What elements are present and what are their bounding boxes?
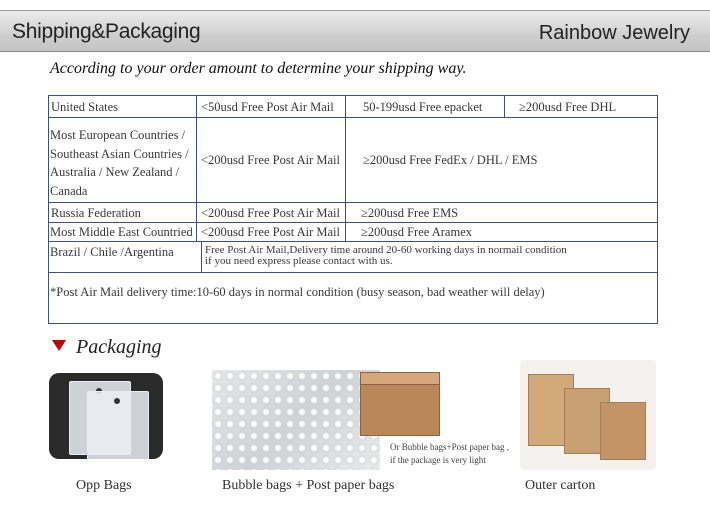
cell-region: Most Middle East Countried bbox=[50, 225, 193, 239]
packaging-heading bbox=[52, 336, 162, 359]
packaging-heading-text: Packaging bbox=[76, 336, 162, 358]
caption-opp-bags: Opp Bags bbox=[76, 478, 132, 493]
header-bar bbox=[0, 10, 710, 52]
cell-region-line: Southeast Asian Countries / bbox=[50, 147, 189, 161]
row-divider bbox=[49, 272, 657, 273]
opp-bags-image bbox=[49, 373, 163, 459]
cell-option: <50usd Free Post Air Mail bbox=[201, 100, 334, 114]
cell-note: Free Post Air Mail,Delivery time around 20-60 working days in normail condition bbox=[205, 244, 567, 256]
cell-option: ≥200usd Free DHL bbox=[519, 100, 617, 114]
col-divider bbox=[201, 242, 202, 272]
cell-option: <200usd Free Post Air Mail bbox=[201, 206, 340, 220]
cell-region: Russia Federation bbox=[51, 206, 141, 220]
cell-option: 50-199usd Free epacket bbox=[363, 100, 483, 114]
row-divider bbox=[49, 241, 657, 242]
cell-option: <200usd Free Post Air Mail bbox=[201, 225, 340, 239]
opp-bag bbox=[87, 391, 149, 459]
intro-text: According to your order amount to determine your shipping way. bbox=[50, 60, 467, 77]
post-paper-bag-image bbox=[360, 384, 440, 436]
bubble-note-line: Or Bubble bags+Post paper bag , bbox=[390, 442, 510, 452]
cell-region: Brazil / Chile /Argentina bbox=[50, 245, 174, 259]
page-title: Shipping&Packaging bbox=[12, 20, 201, 43]
col-divider bbox=[196, 96, 197, 241]
delivery-footnote: *Post Air Mail delivery time:10-60 days in normal condition (busy season, bad weather will delay) bbox=[50, 285, 545, 299]
bubble-bag-note bbox=[390, 441, 509, 467]
cell-option: ≥200usd Free EMS bbox=[361, 206, 459, 220]
brand-name: Rainbow Jewelry bbox=[538, 22, 690, 44]
caption-bubble-bags: Bubble bags + Post paper bags bbox=[222, 478, 395, 493]
caption-outer-carton: Outer carton bbox=[525, 478, 596, 493]
cell-region-line: Australia / New Zealand / bbox=[50, 165, 180, 179]
cell-option: <200usd Free Post Air Mail bbox=[201, 153, 340, 167]
carton-box bbox=[600, 402, 646, 460]
shipping-table bbox=[48, 95, 658, 324]
triangle-down-icon bbox=[52, 340, 66, 351]
col-divider bbox=[345, 96, 346, 241]
cell-region-line: Most European Countries / bbox=[50, 128, 186, 142]
cell-region: United States bbox=[51, 100, 119, 114]
row-divider bbox=[49, 117, 657, 118]
bubble-bags-image bbox=[212, 370, 380, 470]
bubble-note-line: if the package is very light bbox=[390, 455, 486, 465]
cell-option: ≥200usd Free Aramex bbox=[361, 225, 473, 239]
col-divider bbox=[504, 96, 505, 117]
cell-note: if you need express please contact with us. bbox=[205, 255, 393, 267]
cell-option: ≥200usd Free FedEx / DHL / EMS bbox=[363, 153, 538, 167]
outer-carton-image bbox=[520, 360, 656, 470]
cell-region-line: Canada bbox=[50, 184, 88, 198]
row-divider bbox=[49, 202, 657, 203]
